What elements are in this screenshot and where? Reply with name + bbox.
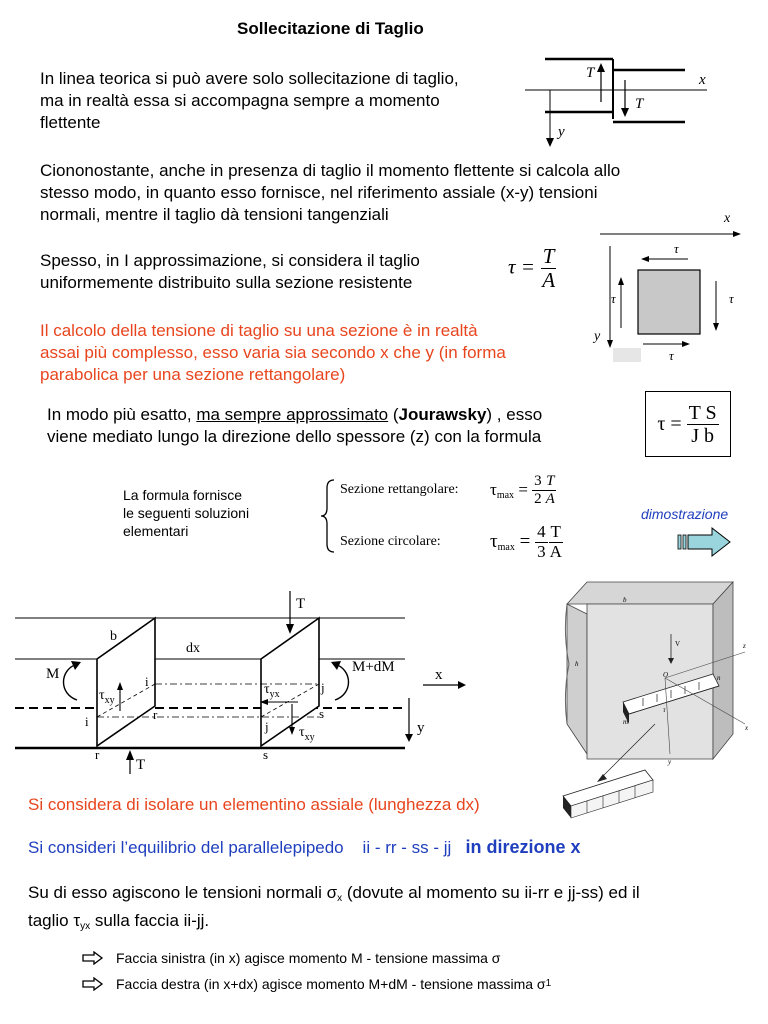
solutions-intro (123, 486, 249, 540)
arrow-bullet-icon (82, 951, 104, 965)
label-n: n (717, 674, 721, 682)
label-T-up: T (586, 65, 595, 81)
page-title: Sollecitazione di Taglio (237, 19, 424, 38)
label-x: x (745, 724, 749, 732)
paragraph-equilibrium (28, 836, 581, 859)
text-span: In modo più esatto, (47, 405, 197, 424)
coef-num: 4 (537, 521, 546, 541)
text-span: taglio τ (28, 911, 81, 930)
demo-link[interactable]: dimostrazione (641, 506, 729, 522)
formula-den: A (549, 541, 562, 561)
label-j: j (265, 719, 269, 734)
formula-den: A (545, 490, 555, 507)
paragraph-jourawsky (47, 404, 542, 448)
label-tau-xy-right (299, 725, 315, 743)
label-i: i (85, 714, 89, 729)
text-span: ) , esso (486, 405, 543, 424)
solution-label: Sezione circolare: (340, 534, 441, 549)
solution-circular: Sezione circolare: $\tau_{max}$ = $\frac{4}{3}$ $\frac{T}{A}$ (340, 521, 562, 561)
tau-subscript: max (496, 489, 515, 501)
tau-subscript: yx (269, 689, 280, 700)
intro-line: le seguenti soluzioni (123, 505, 250, 521)
label-x: x (699, 72, 706, 88)
text-span: (dovute al momento su ii-rr e jj-ss) ed il (342, 883, 640, 902)
label-i: i (145, 674, 149, 689)
label-m: m (623, 718, 629, 726)
label-T-bottom: T (136, 757, 146, 773)
label-y: y (417, 720, 425, 736)
solution-rectangular: Sezione rettangolare: $\tau_{max}$ = $\frac{3}{2}$ $\frac{T}{A}$ (340, 473, 555, 507)
subscript: yx (80, 921, 91, 932)
label-y: y (668, 758, 672, 766)
paragraph-line: normali, mentre il taglio dà tensioni tangenziali (40, 205, 389, 224)
label-y: y (558, 124, 565, 140)
tau-subscript: xy (304, 732, 315, 743)
label-y: y (594, 329, 601, 344)
paragraph-bending (40, 160, 620, 226)
text-span: Si consideri l’equilibrio del parallelepipedo (28, 838, 344, 857)
paragraph-line: parabolica per una sezione rettangolare) (40, 365, 346, 384)
block-3d-diagram (545, 574, 760, 829)
brace-icon (318, 478, 338, 554)
paragraph-line: In linea teorica si può avere solo sollecitazione di taglio, (40, 69, 459, 88)
text-span: sulla faccia ii-jj. (90, 911, 210, 930)
paragraph-line: viene mediato lungo la direzione dello spessore (z) con la formula (47, 427, 542, 446)
arrow-bullet-icon (82, 977, 104, 991)
intro-line: La formula fornisce (123, 487, 243, 503)
label-tau-top: τ (674, 241, 679, 256)
paragraph-line: assai più complesso, esso varia sia secondo x che y (in forma (40, 343, 506, 362)
paragraph-intro (40, 68, 459, 134)
label-tau: τ (663, 706, 666, 714)
shear-square-diagram (588, 206, 748, 366)
shear-beam-diagram (525, 52, 725, 152)
text-span: Su di esso agiscono le tensioni normali σ (28, 883, 338, 902)
label-z: z (743, 642, 746, 650)
paragraph-complexity (40, 320, 506, 386)
formula-lhs: τ = (657, 412, 682, 435)
element-equilibrium-diagram (15, 586, 475, 786)
paragraph-line: uniformemente distribuito sulla sezione resistente (40, 273, 413, 292)
coef-num: 3 (534, 473, 542, 489)
paragraph-stresses (28, 882, 640, 938)
label-T-down: T (635, 96, 644, 112)
label-b: b (110, 629, 117, 644)
demo-arrow-icon[interactable] (676, 526, 732, 558)
formula-lhs: τ = (508, 254, 535, 279)
label-M: M (46, 666, 60, 682)
label-b: b (623, 596, 627, 604)
label-tau-right: τ (729, 291, 734, 306)
label-x: x (435, 667, 443, 683)
text-span: ( (388, 405, 399, 424)
label-h: h (575, 660, 579, 668)
list-item (82, 945, 551, 971)
paragraph-line: Spesso, in I approssimazione, si considera il taglio (40, 251, 420, 270)
bullet-text: Faccia sinistra (in x) agisce momento M - tensione massima σ (116, 950, 501, 966)
bullet-subscript: 1 (545, 978, 552, 989)
label-dx: dx (186, 641, 200, 656)
label-j: j (321, 680, 325, 695)
tau-symbol: τ (490, 531, 498, 552)
coef-den: 2 (534, 490, 542, 507)
paragraph-line: Ciononostante, anche in presenza di taglio il momento flettente si calcola allo (40, 161, 621, 180)
tau-subscript: max (497, 542, 515, 553)
label-x: x (724, 211, 731, 226)
bullet-text: Faccia destra (in x+dx) agisce momento M+dM - tensione massima σ (116, 976, 546, 992)
label-r: r (153, 707, 158, 722)
formula-tau-simple (508, 245, 557, 292)
underlined-text: ma sempre approssimato (196, 405, 389, 424)
label-s: s (263, 747, 269, 762)
intro-line: elementari (123, 523, 189, 539)
tau-symbol: τ (99, 688, 105, 703)
formula-num: T (546, 473, 555, 489)
tau-symbol: τ (299, 725, 305, 740)
formula-jourawsky-box (645, 391, 731, 457)
label-o: O (663, 671, 669, 679)
label-tau-left: τ (611, 291, 616, 306)
subscript: x (337, 893, 343, 904)
label-T-top: T (296, 596, 306, 612)
tau-subscript: xy (104, 695, 115, 706)
paragraph-line: Il calcolo della tensione di taglio su una sezione è in realtà (40, 321, 478, 340)
paragraph-line: flettente (40, 113, 101, 132)
direction-x: in direzione x (465, 837, 581, 857)
bullet-list (82, 945, 551, 997)
label-tau-bottom: τ (669, 348, 674, 363)
label-v: V (675, 640, 681, 648)
label-r: r (95, 747, 100, 762)
formula-num: T (542, 244, 555, 268)
label-s: s (319, 706, 325, 721)
paragraph-isolate-element: Si considera di isolare un elementino assiale (lunghezza dx) (28, 795, 480, 814)
formula-den: J b (691, 424, 715, 447)
text-span: ii - rr - ss - jj (362, 838, 452, 857)
formula-num: T S (688, 401, 717, 424)
paragraph-line: ma in realtà essa si accompagna sempre a momento (40, 91, 440, 110)
paragraph-line: stesso modo, in quanto esso fornisce, nel riferimento assiale (x-y) tensioni (40, 183, 598, 202)
paragraph-approximation (40, 250, 420, 294)
formula-num: T (550, 521, 561, 541)
tau-symbol: τ (490, 479, 497, 499)
list-item (82, 971, 551, 997)
tau-symbol: τ (264, 682, 270, 697)
solution-label: Sezione rettangolare: (340, 482, 459, 497)
jourawsky-name: Jourawsky (398, 405, 487, 424)
label-MdM: M+dM (352, 659, 395, 675)
coef-den: 3 (537, 541, 546, 561)
formula-den: A (542, 268, 556, 293)
